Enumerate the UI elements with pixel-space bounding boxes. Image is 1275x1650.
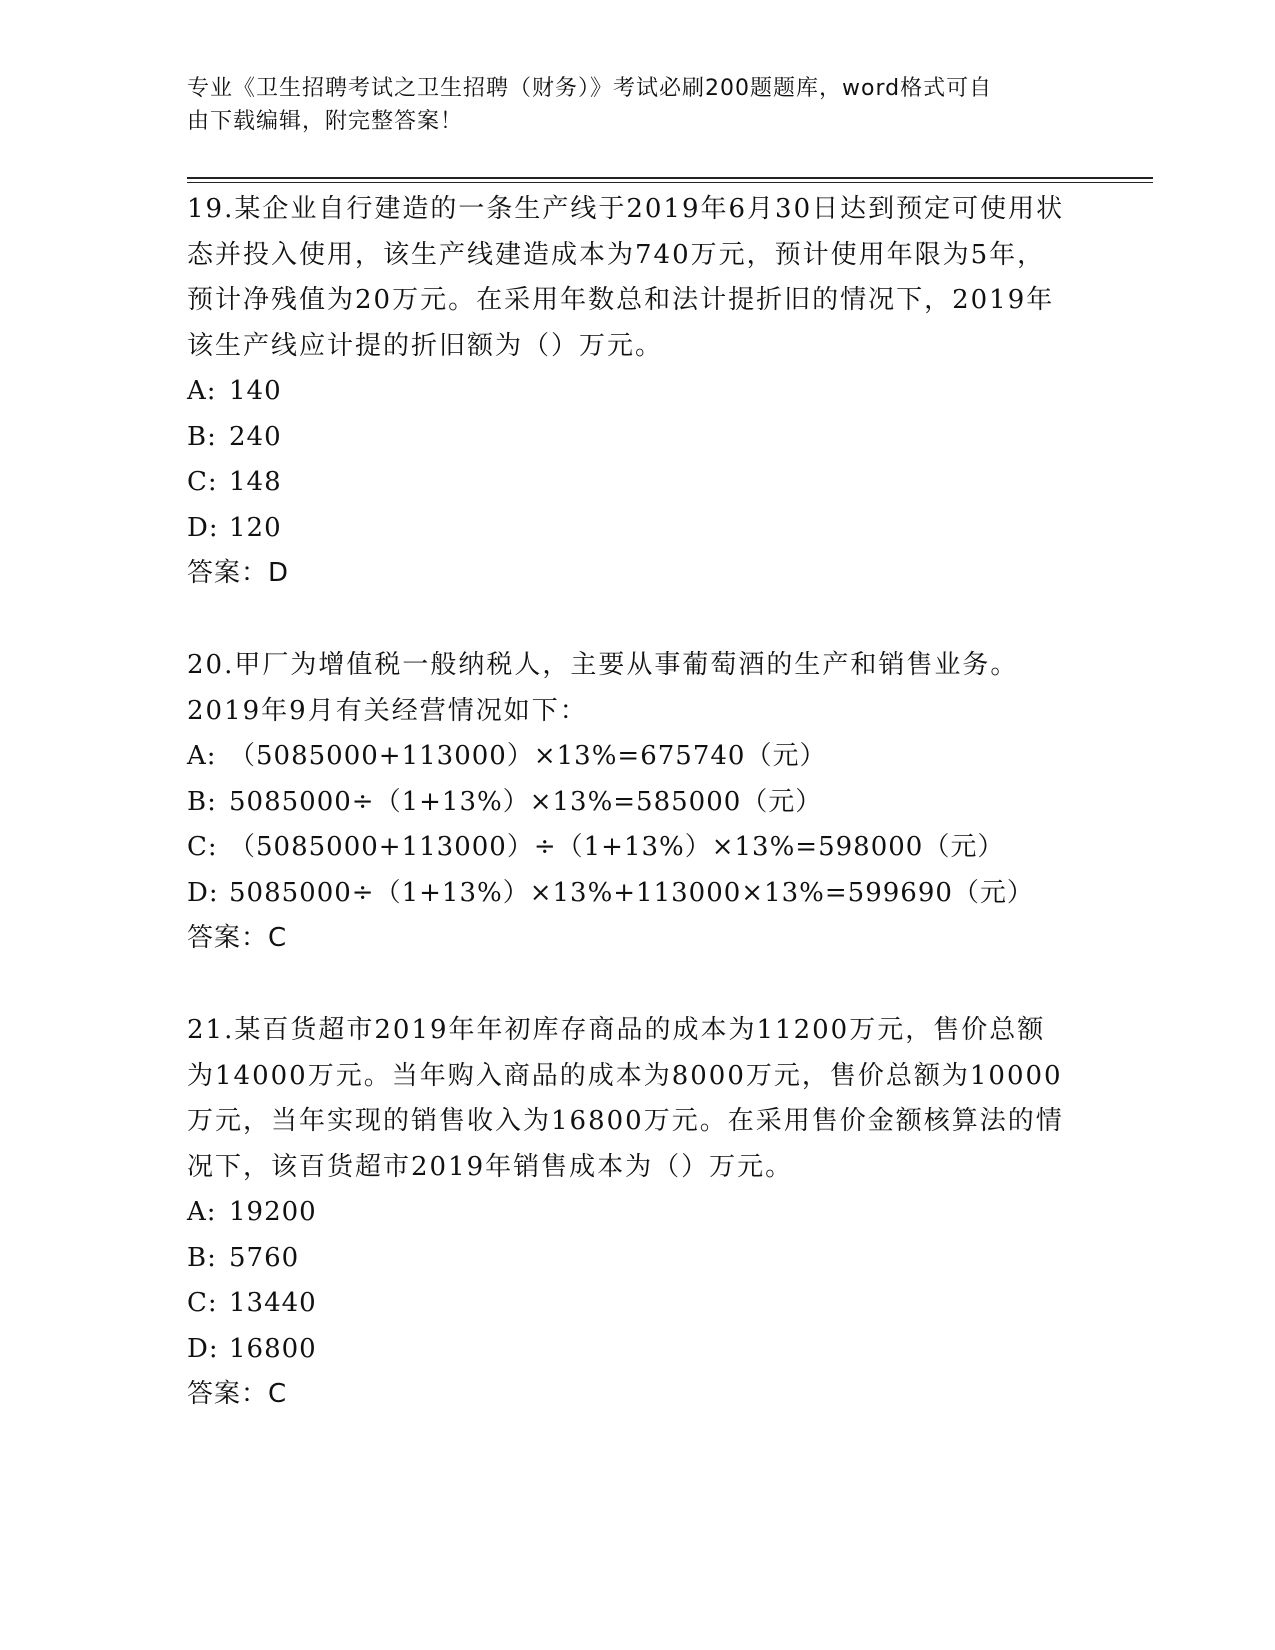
answer-line: 答案：C: [187, 1379, 288, 1409]
answer-line: 答案：D: [187, 558, 290, 588]
option-b: [187, 415, 1067, 461]
option-text: 5085000÷（1+13%）×13%=585000（元）: [229, 786, 823, 817]
option-key: B:: [187, 421, 217, 452]
option-text: 13440: [229, 1288, 317, 1318]
question-19: [187, 187, 1067, 597]
option-key: B:: [187, 1242, 217, 1273]
option-text: 5085000÷（1+13%）×13%+113000×13%=599690（元）: [229, 877, 1034, 908]
header-title-line-1: 专业《卫生招聘考试之卫生招聘（财务）》考试必刷200题题库，word格式可自: [187, 76, 993, 101]
option-a: [187, 369, 1067, 415]
question-20: [187, 643, 1067, 962]
header-title-line-2: 由下载编辑，附完整答案！: [187, 109, 464, 134]
option-text: 240: [229, 421, 282, 452]
option-c: [187, 1281, 1067, 1327]
question-stem: 21.某百货超市2019年年初库存商品的成本为11200万元，售价总额为14000万元。当年购入商品的成本为8000万元，售价总额为10000万元，当年实现的销售收入为16800万元。在采用售价金额核算法的情况下，该百货超市2019年销售成本为（）万元。: [187, 1015, 1064, 1182]
option-key: B:: [187, 786, 217, 817]
option-d: [187, 506, 1067, 552]
header-divider-thin: [187, 182, 1153, 183]
option-c: [187, 825, 1067, 871]
option-key: C:: [187, 1288, 218, 1318]
option-c: [187, 460, 1067, 506]
option-key: A:: [187, 1197, 217, 1227]
answer-line: 答案：C: [187, 923, 288, 953]
option-text: （5085000+113000）÷（1+13%）×13%=598000（元）: [229, 832, 1005, 862]
option-key: D:: [187, 1333, 219, 1364]
option-b: [187, 1236, 1067, 1282]
option-key: D:: [187, 512, 219, 543]
option-text: 148: [229, 467, 282, 497]
option-b: [187, 780, 1067, 826]
header-divider-thick: [187, 177, 1153, 179]
option-text: 120: [229, 512, 282, 543]
question-21: [187, 1008, 1067, 1418]
option-text: 140: [229, 376, 282, 406]
option-key: D:: [187, 877, 219, 908]
option-text: 19200: [229, 1197, 317, 1227]
option-text: 5760: [229, 1242, 300, 1273]
option-key: C:: [187, 832, 218, 862]
question-stem: 19.某企业自行建造的一条生产线于2019年6月30日达到预定可使用状态并投入使用，该生产线建造成本为740万元，预计使用年限为5年，预计净残值为20万元。在采用年数总和法计提折旧的情况下，2019年该生产线应计提的折旧额为（）万元。: [187, 194, 1065, 361]
option-text: （5085000+113000）×13%=675740（元）: [229, 741, 827, 771]
option-a: [187, 734, 1067, 780]
document-header: [187, 72, 1067, 138]
option-d: [187, 1327, 1067, 1373]
option-a: [187, 1190, 1067, 1236]
question-stem: 20.甲厂为增值税一般纳税人，主要从事葡萄酒的生产和销售业务。2019年9月有关经营情况如下：: [187, 650, 1019, 726]
option-text: 16800: [229, 1333, 317, 1364]
option-key: A:: [187, 376, 217, 406]
option-d: [187, 871, 1067, 917]
option-key: A:: [187, 741, 217, 771]
option-key: C:: [187, 467, 218, 497]
